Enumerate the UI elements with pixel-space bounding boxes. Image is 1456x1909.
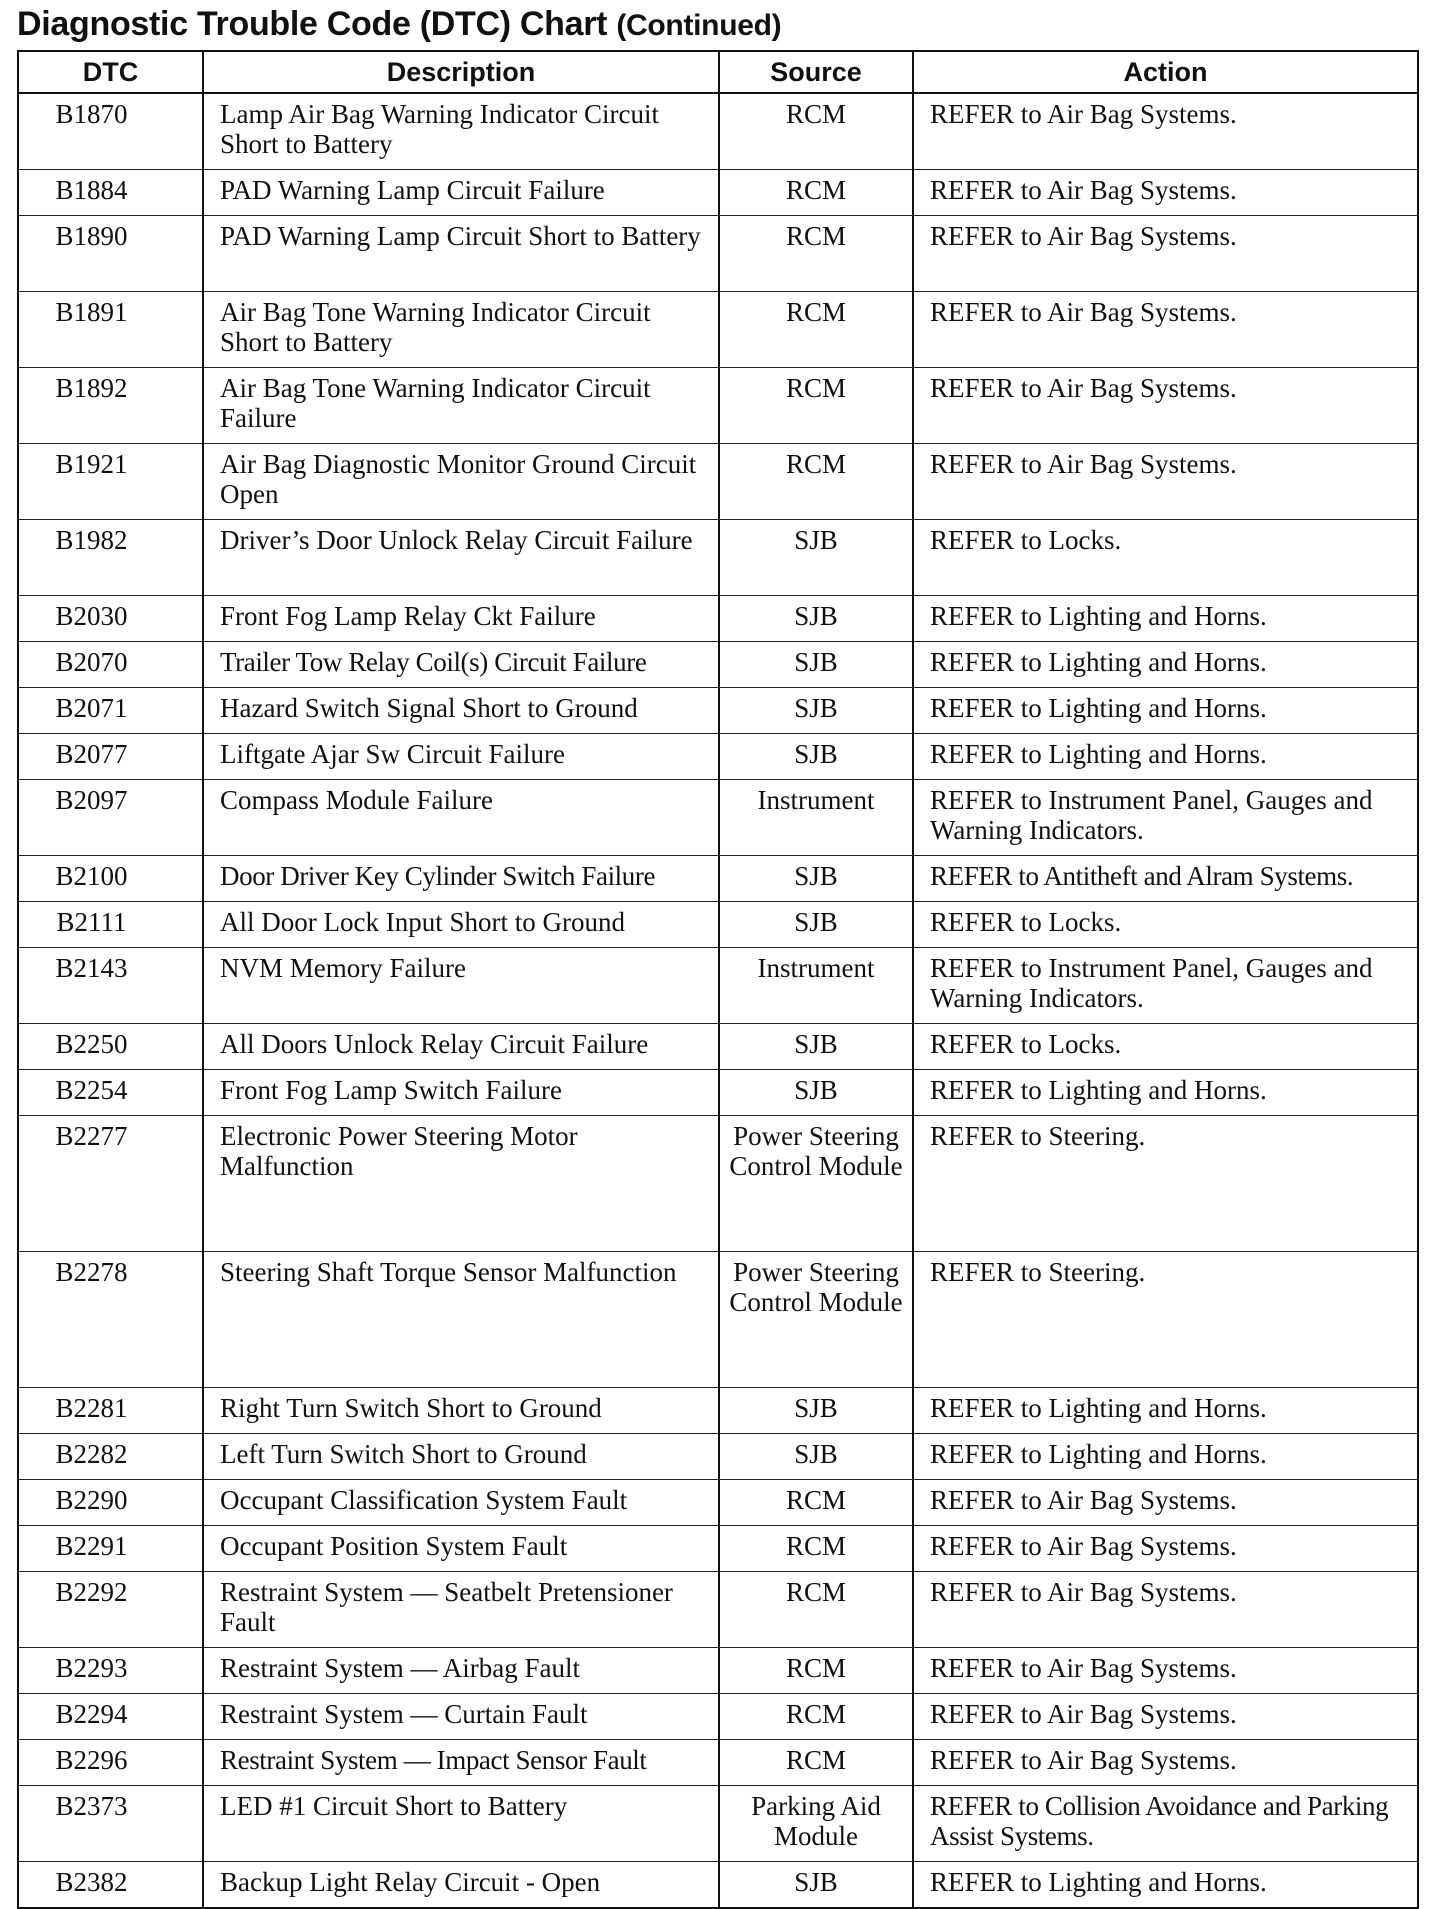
dtc-description: Air Bag Tone Warning Indicator Circuit Failure	[203, 368, 719, 444]
dtc-source: Power Steering Control Module	[719, 1252, 913, 1388]
dtc-description: Door Driver Key Cylinder Switch Failure	[203, 856, 719, 902]
dtc-description: Occupant Classification System Fault	[203, 1480, 719, 1526]
dtc-source: SJB	[719, 734, 913, 780]
dtc-action: REFER to Steering.	[913, 1252, 1418, 1388]
dtc-description: Front Fog Lamp Relay Ckt Failure	[203, 596, 719, 642]
table-row	[18, 1572, 1418, 1648]
dtc-action: REFER to Locks.	[913, 520, 1418, 596]
dtc-action: REFER to Lighting and Horns.	[913, 596, 1418, 642]
dtc-description: Steering Shaft Torque Sensor Malfunction	[203, 1252, 719, 1388]
dtc-source: RCM	[719, 216, 913, 292]
dtc-code: B2373	[18, 1786, 203, 1862]
table-row	[18, 596, 1418, 642]
table-row	[18, 1862, 1418, 1909]
table-row	[18, 1024, 1418, 1070]
dtc-source: SJB	[719, 856, 913, 902]
dtc-source: SJB	[719, 520, 913, 596]
table-row	[18, 1786, 1418, 1862]
dtc-source: SJB	[719, 642, 913, 688]
title-suffix: (Continued)	[616, 9, 782, 42]
dtc-code: B1890	[18, 216, 203, 292]
dtc-description: Lamp Air Bag Warning Indicator Circuit Short to Battery	[203, 93, 719, 170]
dtc-source: RCM	[719, 1694, 913, 1740]
dtc-source: RCM	[719, 1648, 913, 1694]
dtc-description: Restraint System — Airbag Fault	[203, 1648, 719, 1694]
dtc-description: Air Bag Tone Warning Indicator Circuit Short to Battery	[203, 292, 719, 368]
title-main: Diagnostic Trouble Code (DTC) Chart	[17, 5, 608, 43]
dtc-description: Restraint System — Seatbelt Pretensioner Fault	[203, 1572, 719, 1648]
table-row	[18, 1252, 1418, 1388]
table-row	[18, 444, 1418, 520]
dtc-code: B2254	[18, 1070, 203, 1116]
dtc-source: SJB	[719, 1388, 913, 1434]
dtc-description: Trailer Tow Relay Coil(s) Circuit Failure	[203, 642, 719, 688]
dtc-code: B1892	[18, 368, 203, 444]
column-header-action: Action	[913, 51, 1418, 93]
table-row	[18, 368, 1418, 444]
table-row	[18, 734, 1418, 780]
table-row	[18, 948, 1418, 1024]
document-page	[17, 0, 1437, 1909]
dtc-source: RCM	[719, 1740, 913, 1786]
dtc-description: PAD Warning Lamp Circuit Failure	[203, 170, 719, 216]
dtc-action: REFER to Locks.	[913, 1024, 1418, 1070]
dtc-source: SJB	[719, 596, 913, 642]
dtc-source: RCM	[719, 170, 913, 216]
dtc-code: B2290	[18, 1480, 203, 1526]
table-row	[18, 520, 1418, 596]
table-row	[18, 1070, 1418, 1116]
dtc-action: REFER to Air Bag Systems.	[913, 170, 1418, 216]
table-row	[18, 688, 1418, 734]
table-row	[18, 93, 1418, 170]
dtc-code: B1870	[18, 93, 203, 170]
dtc-code: B2294	[18, 1694, 203, 1740]
dtc-description: All Door Lock Input Short to Ground	[203, 902, 719, 948]
dtc-description: Left Turn Switch Short to Ground	[203, 1434, 719, 1480]
dtc-description: Restraint System — Impact Sensor Fault	[203, 1740, 719, 1786]
dtc-source: Instrument	[719, 780, 913, 856]
dtc-source: SJB	[719, 1024, 913, 1070]
table-row	[18, 1388, 1418, 1434]
dtc-code: B2143	[18, 948, 203, 1024]
dtc-action: REFER to Air Bag Systems.	[913, 1480, 1418, 1526]
dtc-action: REFER to Lighting and Horns.	[913, 642, 1418, 688]
dtc-code: B2281	[18, 1388, 203, 1434]
dtc-action: REFER to Air Bag Systems.	[913, 1740, 1418, 1786]
dtc-code: B2277	[18, 1116, 203, 1252]
table-row	[18, 1116, 1418, 1252]
table-row	[18, 1526, 1418, 1572]
dtc-code: B2100	[18, 856, 203, 902]
dtc-code: B2077	[18, 734, 203, 780]
table-row	[18, 216, 1418, 292]
dtc-action: REFER to Air Bag Systems.	[913, 292, 1418, 368]
dtc-action: REFER to Lighting and Horns.	[913, 1070, 1418, 1116]
dtc-source: Power Steering Control Module	[719, 1116, 913, 1252]
table-header-row	[18, 51, 1418, 93]
dtc-code: B2382	[18, 1862, 203, 1909]
dtc-code: B2070	[18, 642, 203, 688]
dtc-source: RCM	[719, 292, 913, 368]
dtc-description: Driver’s Door Unlock Relay Circuit Failure	[203, 520, 719, 596]
table-row	[18, 1694, 1418, 1740]
dtc-action: REFER to Air Bag Systems.	[913, 1648, 1418, 1694]
dtc-description: NVM Memory Failure	[203, 948, 719, 1024]
dtc-code: B2292	[18, 1572, 203, 1648]
dtc-source: Parking Aid Module	[719, 1786, 913, 1862]
dtc-action: REFER to Lighting and Horns.	[913, 1388, 1418, 1434]
dtc-code: B1891	[18, 292, 203, 368]
dtc-code: B1982	[18, 520, 203, 596]
dtc-description: Occupant Position System Fault	[203, 1526, 719, 1572]
dtc-description: Hazard Switch Signal Short to Ground	[203, 688, 719, 734]
dtc-source: SJB	[719, 688, 913, 734]
table-row	[18, 642, 1418, 688]
dtc-source: RCM	[719, 1480, 913, 1526]
table-row	[18, 1480, 1418, 1526]
dtc-code: B1921	[18, 444, 203, 520]
dtc-source: SJB	[719, 1862, 913, 1909]
dtc-source: RCM	[719, 1572, 913, 1648]
dtc-action: REFER to Collision Avoidance and Parking Assist Systems.	[913, 1786, 1418, 1862]
dtc-description: Right Turn Switch Short to Ground	[203, 1388, 719, 1434]
dtc-source: RCM	[719, 1526, 913, 1572]
dtc-action: REFER to Instrument Panel, Gauges and Warning Indicators.	[913, 948, 1418, 1024]
dtc-action: REFER to Air Bag Systems.	[913, 1572, 1418, 1648]
dtc-action: REFER to Air Bag Systems.	[913, 368, 1418, 444]
dtc-code: B2071	[18, 688, 203, 734]
dtc-code: B2296	[18, 1740, 203, 1786]
table-row	[18, 1434, 1418, 1480]
dtc-description: Liftgate Ajar Sw Circuit Failure	[203, 734, 719, 780]
dtc-code: B2278	[18, 1252, 203, 1388]
column-header-description: Description	[203, 51, 719, 93]
table-row	[18, 856, 1418, 902]
dtc-code: B2030	[18, 596, 203, 642]
dtc-action: REFER to Air Bag Systems.	[913, 216, 1418, 292]
column-header-dtc: DTC	[18, 51, 203, 93]
dtc-description: PAD Warning Lamp Circuit Short to Battery	[203, 216, 719, 292]
dtc-description: All Doors Unlock Relay Circuit Failure	[203, 1024, 719, 1070]
table-row	[18, 292, 1418, 368]
dtc-description: Front Fog Lamp Switch Failure	[203, 1070, 719, 1116]
dtc-source: SJB	[719, 1070, 913, 1116]
table-row	[18, 902, 1418, 948]
table-row	[18, 1740, 1418, 1786]
dtc-action: REFER to Antitheft and Alram Systems.	[913, 856, 1418, 902]
dtc-action: REFER to Lighting and Horns.	[913, 734, 1418, 780]
dtc-action: REFER to Air Bag Systems.	[913, 1526, 1418, 1572]
table-row	[18, 170, 1418, 216]
dtc-action: REFER to Lighting and Horns.	[913, 688, 1418, 734]
table-row	[18, 1648, 1418, 1694]
dtc-description: Restraint System — Curtain Fault	[203, 1694, 719, 1740]
dtc-description: Backup Light Relay Circuit - Open	[203, 1862, 719, 1909]
dtc-action: REFER to Steering.	[913, 1116, 1418, 1252]
dtc-code: B2097	[18, 780, 203, 856]
dtc-source: RCM	[719, 93, 913, 170]
dtc-description: Electronic Power Steering Motor Malfunction	[203, 1116, 719, 1252]
dtc-action: REFER to Air Bag Systems.	[913, 1694, 1418, 1740]
table-row	[18, 780, 1418, 856]
dtc-code: B2293	[18, 1648, 203, 1694]
dtc-action: REFER to Air Bag Systems.	[913, 93, 1418, 170]
dtc-source: RCM	[719, 368, 913, 444]
dtc-source: Instrument	[719, 948, 913, 1024]
dtc-source: RCM	[719, 444, 913, 520]
dtc-description: Air Bag Diagnostic Monitor Ground Circuit Open	[203, 444, 719, 520]
dtc-code: B2291	[18, 1526, 203, 1572]
dtc-description: LED #1 Circuit Short to Battery	[203, 1786, 719, 1862]
dtc-code: B1884	[18, 170, 203, 216]
page-title	[17, 0, 1437, 50]
dtc-action: REFER to Air Bag Systems.	[913, 444, 1418, 520]
dtc-code: B2282	[18, 1434, 203, 1480]
dtc-action: REFER to Lighting and Horns.	[913, 1434, 1418, 1480]
dtc-action: REFER to Instrument Panel, Gauges and Warning Indicators.	[913, 780, 1418, 856]
dtc-code: B2111	[18, 902, 203, 948]
dtc-description: Compass Module Failure	[203, 780, 719, 856]
dtc-code: B2250	[18, 1024, 203, 1070]
dtc-source: SJB	[719, 902, 913, 948]
dtc-table	[17, 50, 1419, 1909]
dtc-action: REFER to Locks.	[913, 902, 1418, 948]
dtc-source: SJB	[719, 1434, 913, 1480]
column-header-source: Source	[719, 51, 913, 93]
dtc-action: REFER to Lighting and Horns.	[913, 1862, 1418, 1909]
